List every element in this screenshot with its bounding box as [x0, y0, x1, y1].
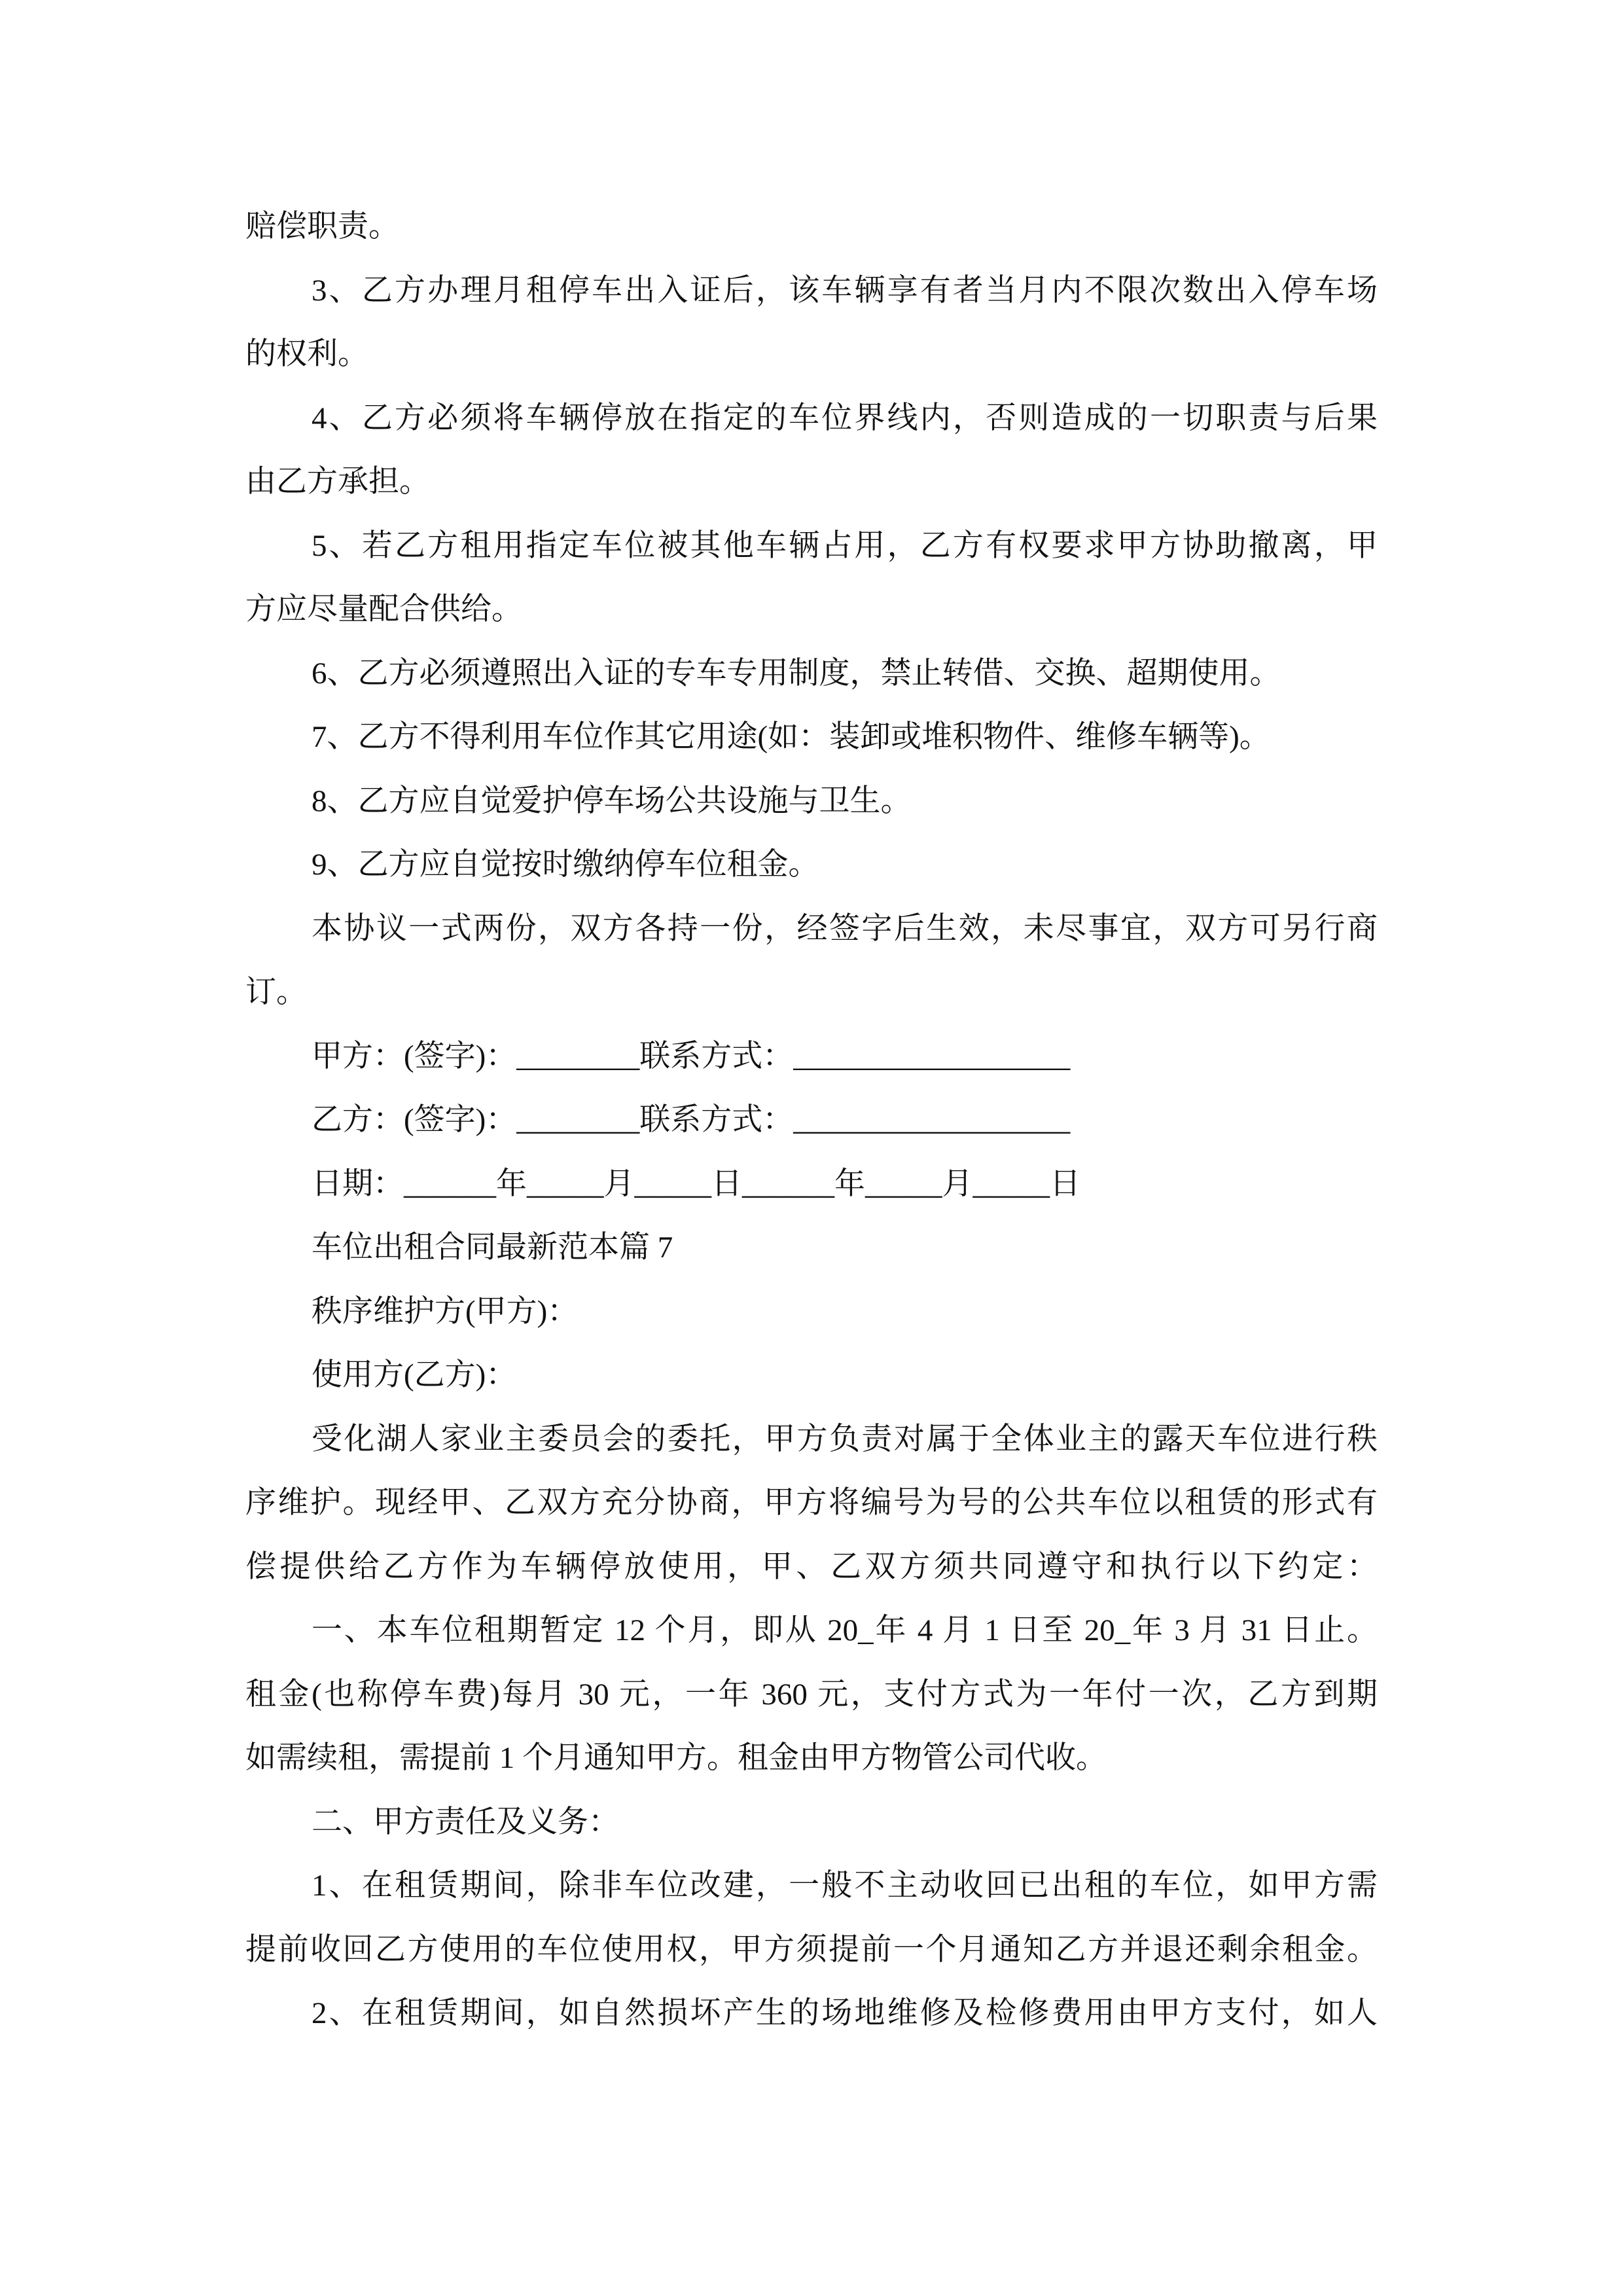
text-line: 提前收回乙方使用的车位使用权，甲方须提前一个月通知乙方并退还剩余租金。 [245, 1932, 1378, 1967]
text-line: 方应尽量配合供给。 [245, 592, 522, 626]
text-line: 的权利。 [245, 337, 368, 371]
text-line: 9、乙方应自觉按时缴纳停车位租金。 [312, 848, 819, 882]
text-line: 日期：______年_____月_____日______年_____月_____日 [312, 1166, 1080, 1201]
text-line: 序维护。现经甲、乙双方充分协商，甲方将编号为号的公共车位以租赁的形式有 [245, 1486, 1378, 1520]
text-line: 1、在租赁期间，除非车位改建，一般不主动收回已出租的车位，如甲方需 [312, 1869, 1378, 1903]
text-line: 3、乙方办理月租停车出入证后，该车辆享有者当月内不限次数出入停车场 [312, 273, 1378, 308]
text-line: 秩序维护方(甲方)： [312, 1294, 579, 1329]
text-line: 偿提供给乙方作为车辆停放使用，甲、乙双方须共同遵守和执行以下约定： [245, 1549, 1378, 1584]
text-line: 7、乙方不得利用车位作其它用途(如：装卸或堆积物件、维修车辆等)。 [312, 720, 1270, 754]
text-line: 甲方：(签字)：________联系方式：__________________ [312, 1039, 1071, 1073]
text-line: 二、甲方责任及义务： [312, 1804, 619, 1839]
text-line: 赔偿职责。 [245, 209, 399, 243]
text-line: 车位出租合同最新范本篇 7 [312, 1230, 673, 1265]
text-line: 2、在租赁期间，如自然损坏产生的场地维修及检修费用由甲方支付，如人 [312, 1996, 1378, 2030]
text-line: 受化湖人家业主委员会的委托，甲方负责对属于全体业主的露天车位进行秩 [312, 1422, 1378, 1456]
text-line: 4、乙方必须将车辆停放在指定的车位界线内，否则造成的一切职责与后果 [312, 401, 1378, 435]
text-line: 6、乙方必须遵照出入证的专车专用制度，禁止转借、交换、超期使用。 [312, 656, 1281, 691]
text-line: 5、若乙方租用指定车位被其他车辆占用，乙方有权要求甲方协助撤离，甲 [312, 528, 1378, 563]
text-line: 订。 [245, 975, 307, 1009]
text-line: 使用方(乙方)： [312, 1358, 517, 1392]
text-line: 一、本车位租期暂定 12 个月，即从 20_年 4 月 1 日至 20_年 3 月 31 日止。 [312, 1613, 1378, 1647]
text-line: 乙方：(签字)：________联系方式：__________________ [312, 1103, 1071, 1137]
text-line: 由乙方承担。 [245, 465, 430, 499]
text-line: 本协议一式两份，双方各持一份，经签字后生效，未尽事宜，双方可另行商 [312, 911, 1378, 946]
text-line: 如需续租，需提前 1 个月通知甲方。租金由甲方物管公司代收。 [245, 1741, 1107, 1775]
text-line: 租金(也称停车费)每月 30 元，一年 360 元，支付方式为一年付一次，乙方到期 [245, 1677, 1378, 1712]
text-line: 8、乙方应自觉爱护停车场公共设施与卫生。 [312, 783, 912, 818]
